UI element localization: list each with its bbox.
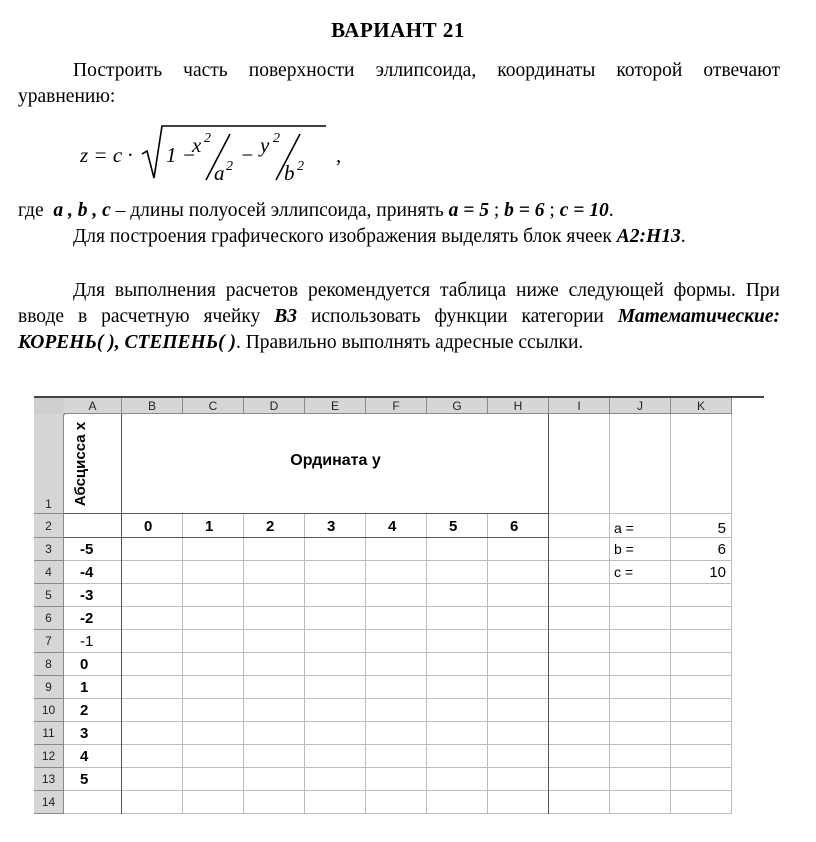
grid-cell[interactable] [122,514,183,538]
grid-cell[interactable] [488,514,549,538]
grid-cell[interactable] [427,538,488,561]
abscissa-value: 4 [80,748,89,765]
grid-cell[interactable] [183,561,244,584]
svg-text:1 −: 1 − [166,143,196,167]
grid-cell[interactable] [610,584,671,607]
grid-cell[interactable] [244,538,305,561]
grid-cell[interactable] [366,699,427,722]
grid-cell[interactable] [122,561,183,584]
grid-cell[interactable] [610,607,671,630]
grid-cell[interactable] [122,584,183,607]
grid-cell[interactable] [366,768,427,791]
grid-cell[interactable] [64,514,122,538]
row-header-13[interactable]: 13 [34,768,64,791]
grid-cell[interactable] [244,791,305,814]
grid-cell[interactable] [244,514,305,538]
grid-cell[interactable] [488,561,549,584]
row-header-6[interactable]: 6 [34,607,64,630]
grid-cell[interactable] [122,791,183,814]
calc-text: использовать функции категории [297,306,618,327]
grid-cell[interactable] [64,745,122,768]
row-header-11[interactable]: 11 [34,722,64,745]
grid-cell[interactable] [183,630,244,653]
grid-cell[interactable] [366,676,427,699]
grid-cell[interactable] [427,791,488,814]
row-header-8[interactable]: 8 [34,653,64,676]
grid-cell[interactable] [122,630,183,653]
ellipsoid-formula [80,118,400,190]
cell-range: A2:H13 [616,226,681,247]
abscissa-value: -1 [80,633,94,650]
grid-cell[interactable] [427,699,488,722]
grid-cell[interactable] [671,722,732,745]
grid-cell[interactable] [122,653,183,676]
grid-cell[interactable] [427,514,488,538]
grid-cell[interactable] [64,768,122,791]
grid-cell[interactable] [244,561,305,584]
column-header-b[interactable]: B [122,398,183,414]
grid-cell[interactable] [64,699,122,722]
grid-cell[interactable] [244,699,305,722]
grid-cell[interactable] [305,676,366,699]
grid-cell[interactable] [610,630,671,653]
axis-vars: a , b , c [53,200,111,221]
abscissa-value: -4 [80,564,94,581]
grid-cell[interactable] [549,745,610,768]
b-value: b = 6 [504,200,545,221]
params-paragraph [18,198,780,224]
row-header-7[interactable]: 7 [34,630,64,653]
period: . [608,200,614,221]
select-all-corner[interactable] [34,398,65,415]
grid-cell[interactable] [610,722,671,745]
grid-cell[interactable] [366,722,427,745]
grid-cell[interactable] [671,791,732,814]
grid-cell[interactable] [488,722,549,745]
grid-cell[interactable] [183,722,244,745]
grid-cell[interactable] [549,584,610,607]
grid-cell[interactable] [610,699,671,722]
column-header-a[interactable]: A [64,398,122,414]
grid-cell[interactable] [549,414,610,514]
grid-cell[interactable] [427,630,488,653]
grid-cell[interactable] [183,676,244,699]
grid-cell[interactable] [549,699,610,722]
grid-cell[interactable] [64,676,122,699]
grid-cell[interactable] [122,607,183,630]
grid-line [64,513,549,514]
param-value: 10 [709,564,726,581]
grid-cell[interactable] [549,768,610,791]
a-value: a = 5 [448,200,489,221]
grid-cell[interactable] [366,653,427,676]
grid-line [64,537,549,538]
abscissa-label: Абсцисса x [72,421,89,507]
block-text: Для построения графического изображения выделять блок ячеек [73,226,617,247]
grid-cell[interactable] [610,791,671,814]
grid-cell[interactable] [671,768,732,791]
abscissa-value: 5 [80,771,89,788]
grid-cell[interactable] [183,699,244,722]
grid-cell[interactable] [305,768,366,791]
row-header-1[interactable]: 1 [34,414,64,514]
grid-cell[interactable] [122,699,183,722]
intro-paragraph [18,58,780,110]
grid-cell[interactable] [366,584,427,607]
grid-cell[interactable] [549,607,610,630]
grid-cell[interactable] [64,722,122,745]
calc-text: . Правильно выполнять адресные ссылки. [235,332,584,353]
block-paragraph [18,224,780,250]
grid-cell[interactable] [122,676,183,699]
grid-cell[interactable] [64,653,122,676]
grid-cell[interactable] [366,607,427,630]
grid-cell[interactable] [549,561,610,584]
grid-cell[interactable] [549,722,610,745]
grid-cell[interactable] [488,768,549,791]
grid-cell[interactable] [488,699,549,722]
where-word: где [18,200,44,221]
grid-cell[interactable] [488,607,549,630]
grid-cell[interactable] [183,584,244,607]
row-header-2[interactable]: 2 [34,514,64,538]
function-names: Математические: КОРЕНЬ( ), СТЕПЕНЬ( ) [18,306,780,353]
grid-cell[interactable] [488,745,549,768]
grid-cell[interactable] [183,538,244,561]
grid-cell[interactable] [183,653,244,676]
abscissa-value: -2 [80,610,94,627]
grid-cell[interactable] [671,676,732,699]
grid-cell[interactable] [366,514,427,538]
grid-cell[interactable] [610,676,671,699]
calc-text: Для выполнения расчетов рекомендуется таблица ниже следующей формы. При вводе в расчетную ячейку [18,280,780,327]
calc-cell: B3 [274,306,298,327]
svg-text:,: , [336,143,342,167]
grid-cell[interactable] [549,514,610,538]
grid-cell[interactable] [610,768,671,791]
grid-cell[interactable] [183,791,244,814]
column-header-k[interactable]: K [671,398,732,414]
column-header-h[interactable]: H [488,398,549,414]
sep: ; [544,200,560,221]
grid-cell[interactable] [244,745,305,768]
grid-cell[interactable] [305,699,366,722]
grid-cell[interactable] [305,538,366,561]
grid-cell[interactable] [244,584,305,607]
ordinate-value: 0 [144,518,153,535]
grid-cell[interactable] [610,414,671,514]
ordinate-value: 1 [205,518,214,535]
grid-cell[interactable] [305,607,366,630]
column-header-i[interactable]: I [549,398,610,414]
svg-text:2: 2 [297,159,304,174]
grid-cell[interactable] [305,514,366,538]
svg-text:y: y [260,133,270,157]
grid-cell[interactable] [244,722,305,745]
grid-cell[interactable] [488,653,549,676]
row-header-12[interactable]: 12 [34,745,64,768]
abscissa-value: 0 [80,656,89,673]
grid-cell[interactable] [549,653,610,676]
grid-cell[interactable] [549,630,610,653]
column-header-c[interactable]: C [183,398,244,414]
svg-text:b: b [284,161,295,185]
grid-cell[interactable] [427,676,488,699]
params-desc: – длины полуосей эллипсоида, принять [110,200,449,221]
grid-cell[interactable] [122,768,183,791]
grid-cell[interactable] [427,561,488,584]
abscissa-value: 1 [80,679,89,696]
ordinate-value: 4 [388,518,397,535]
grid-cell[interactable] [427,768,488,791]
ordinate-value: 5 [449,518,458,535]
c-value: c = 10 [559,200,609,221]
grid-cell[interactable] [122,745,183,768]
grid-cell[interactable] [305,630,366,653]
row-header-3[interactable]: 3 [34,538,64,561]
param-label: b = [614,541,634,557]
grid-cell[interactable] [183,745,244,768]
grid-cell[interactable] [305,791,366,814]
grid-cell[interactable] [427,745,488,768]
ordinate-value: 6 [510,518,519,535]
grid-cell[interactable] [122,538,183,561]
grid-cell[interactable] [671,653,732,676]
row-header-14[interactable]: 14 [34,791,64,814]
grid-cell[interactable] [549,538,610,561]
grid-cell[interactable] [671,607,732,630]
abscissa-value: -5 [80,541,94,558]
svg-text:−: − [240,143,255,167]
grid-cell[interactable] [427,653,488,676]
grid-cell[interactable] [183,514,244,538]
grid-cell[interactable] [610,745,671,768]
grid-cell[interactable] [671,414,732,514]
param-value: 6 [717,541,726,558]
grid-cell[interactable] [427,607,488,630]
param-label: c = [614,564,634,580]
grid-cell[interactable] [549,676,610,699]
ordinate-value: 2 [266,518,275,535]
column-header-f[interactable]: F [366,398,427,414]
grid-cell[interactable] [427,722,488,745]
row-header-9[interactable]: 9 [34,676,64,699]
grid-cell[interactable] [305,722,366,745]
grid-cell[interactable] [305,584,366,607]
row-header-4[interactable]: 4 [34,561,64,584]
period: . [680,226,686,247]
grid-cell[interactable] [244,768,305,791]
abscissa-value: 2 [80,702,89,719]
grid-cell[interactable] [488,630,549,653]
grid-cell[interactable] [610,653,671,676]
svg-text:z = c ·: z = c · [80,143,133,167]
formula-graphic [80,118,400,190]
grid-cell[interactable] [488,676,549,699]
spreadsheet [34,396,764,826]
grid-cell[interactable] [671,745,732,768]
grid-cell[interactable] [366,538,427,561]
param-value: 5 [717,520,726,537]
grid-cell[interactable] [183,607,244,630]
column-header-d[interactable]: D [244,398,305,414]
svg-text:2: 2 [226,159,233,174]
grid-cell[interactable] [488,584,549,607]
grid-cell[interactable] [488,538,549,561]
grid-cell[interactable] [488,791,549,814]
column-header-e[interactable]: E [305,398,366,414]
grid-cell[interactable] [671,699,732,722]
row-header-10[interactable]: 10 [34,699,64,722]
calc-paragraph [18,278,780,356]
sep: ; [489,200,505,221]
grid-cell[interactable] [244,653,305,676]
row-header-5[interactable]: 5 [34,584,64,607]
grid-cell[interactable] [64,791,122,814]
ordinate-label: Ордината y [290,452,381,469]
grid-cell[interactable] [244,607,305,630]
grid-cell[interactable] [244,630,305,653]
intro-text: Построить часть поверхности эллипсоида, координаты которой отвечают уравнению: [18,60,780,107]
grid-cell[interactable] [366,630,427,653]
svg-text:2: 2 [204,131,211,146]
grid-cell[interactable] [549,791,610,814]
svg-text:a: a [214,161,225,185]
param-label: a = [614,520,634,536]
grid-cell[interactable] [305,653,366,676]
variant-title: ВАРИАНТ 21 [331,18,465,42]
grid-cell[interactable] [122,722,183,745]
grid-line [121,414,122,814]
column-header-g[interactable]: G [427,398,488,414]
column-header-j[interactable]: J [610,398,671,414]
abscissa-value: -3 [80,587,94,604]
svg-text:2: 2 [273,131,280,146]
grid-line [548,414,549,814]
grid-cell[interactable] [671,584,732,607]
grid-cell[interactable] [366,791,427,814]
svg-text:x: x [192,133,202,157]
grid-cell[interactable] [366,745,427,768]
ordinate-value: 3 [327,518,336,535]
grid-cell[interactable] [244,676,305,699]
grid-cell[interactable] [305,561,366,584]
grid-cell[interactable] [427,584,488,607]
abscissa-value: 3 [80,725,89,742]
grid-cell[interactable] [183,768,244,791]
grid-cell[interactable] [671,630,732,653]
grid-cell[interactable] [305,745,366,768]
grid-cell[interactable] [366,561,427,584]
